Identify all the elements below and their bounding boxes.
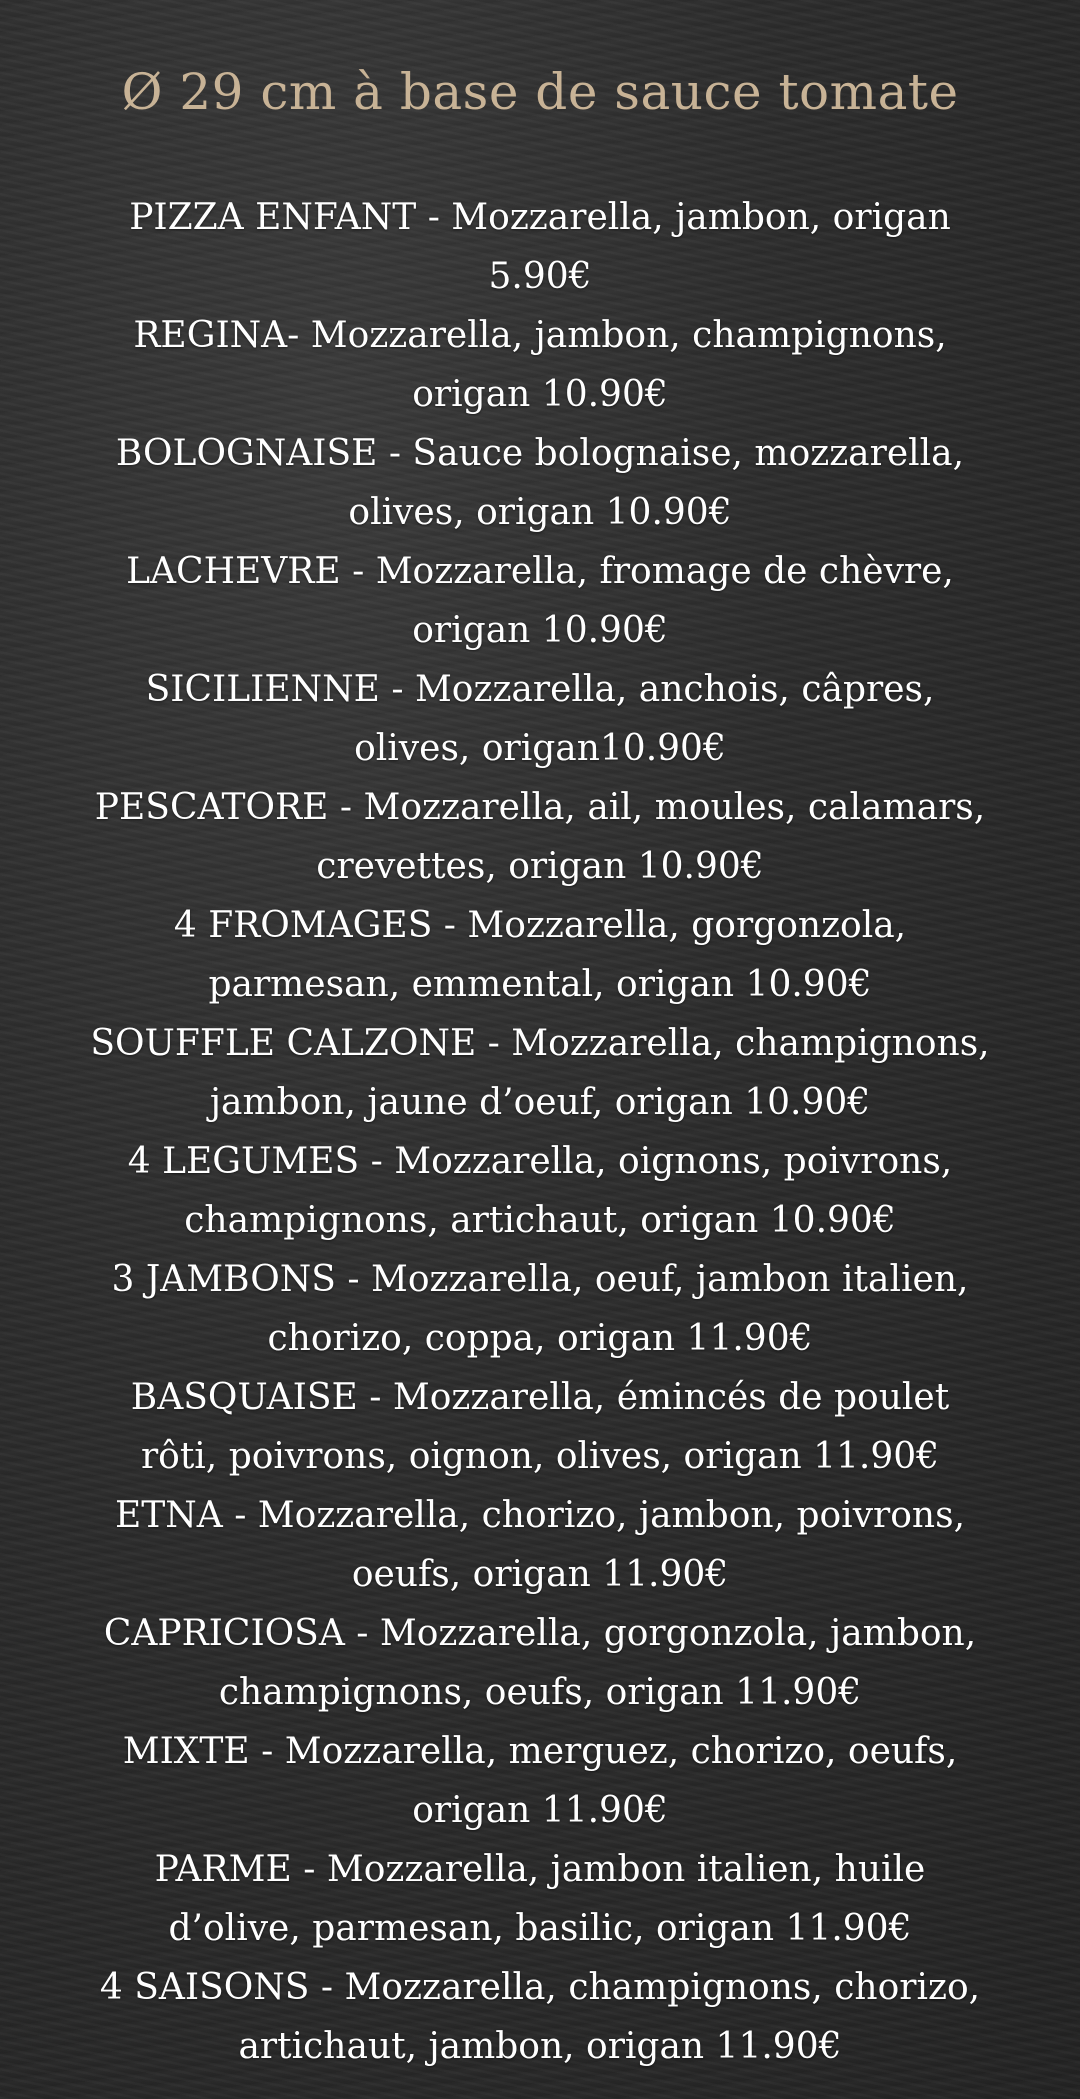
menu-item-text: CAPRICIOSA - Mozzarella, gorgonzola, jambon, champignons, oeufs, origan 11.90€ [103,1613,977,1713]
menu-item-text: BASQUAISE - Mozzarella, émincés de poulet rôti, poivrons, oignon, olives, origan 11.90€ [130,1377,950,1477]
menu-item-text: 4 FROMAGES - Mozzarella, gorgonzola, parmesan, emmental, origan 10.90€ [173,905,907,1005]
menu-item-lachevre [90,542,990,660]
pizza-list [90,188,990,2076]
menu-item-capriciosa [90,1604,990,1722]
menu-item-regina [90,306,990,424]
menu-item-4-saisons [90,1958,990,2076]
section-title: Ø 29 cm à base de sauce tomate [121,63,959,121]
menu-item-text: PIZZA ENFANT - Mozzarella, jambon, origan 5.90€ [129,197,951,297]
menu-item-text: ETNA - Mozzarella, chorizo, jambon, poivrons, oeufs, origan 11.90€ [114,1495,966,1595]
menu-item-souffle-calzone [90,1014,990,1132]
menu-item-pizza-enfant [90,188,990,306]
menu-item-bolognaise [90,424,990,542]
menu-item-etna [90,1486,990,1604]
menu-item-text: 3 JAMBONS - Mozzarella, oeuf, jambon italien, chorizo, coppa, origan 11.90€ [111,1259,969,1359]
menu-item-basquaise [90,1368,990,1486]
menu-item-parme [90,1840,990,1958]
menu-item-text: MIXTE - Mozzarella, merguez, chorizo, oeufs, origan 11.90€ [122,1731,958,1831]
menu-item-text: REGINA- Mozzarella, jambon, champignons, origan 10.90€ [133,315,947,415]
menu-item-text: PARME - Mozzarella, jambon italien, huile d’olive, parmesan, basilic, origan 11.90€ [154,1849,926,1949]
menu-item-text: SOUFFLE CALZONE - Mozzarella, champignons, jambon, jaune d’oeuf, origan 10.90€ [90,1023,990,1123]
menu-item-text: 4 LEGUMES - Mozzarella, oignons, poivrons, champignons, artichaut, origan 10.90€ [127,1141,953,1241]
menu-item-text: LACHEVRE - Mozzarella, fromage de chèvre, origan 10.90€ [126,551,954,651]
menu-item-4-fromages [90,896,990,1014]
menu-item-mixte [90,1722,990,1840]
menu-item-text: SICILIENNE - Mozzarella, anchois, câpres, olives, origan10.90€ [145,669,935,769]
menu-item-text: PESCATORE - Mozzarella, ail, moules, calamars, crevettes, origan 10.90€ [94,787,986,887]
menu-item-pescatore [90,778,990,896]
menu-item-sicilienne [90,660,990,778]
menu-item-text: 4 SAISONS - Mozzarella, champignons, chorizo, artichaut, jambon, origan 11.90€ [99,1967,981,2067]
menu-item-text: BOLOGNAISE - Sauce bolognaise, mozzarella, olives, origan 10.90€ [115,433,965,533]
menu-item-3-jambons [90,1250,990,1368]
menu-item-4-legumes [90,1132,990,1250]
